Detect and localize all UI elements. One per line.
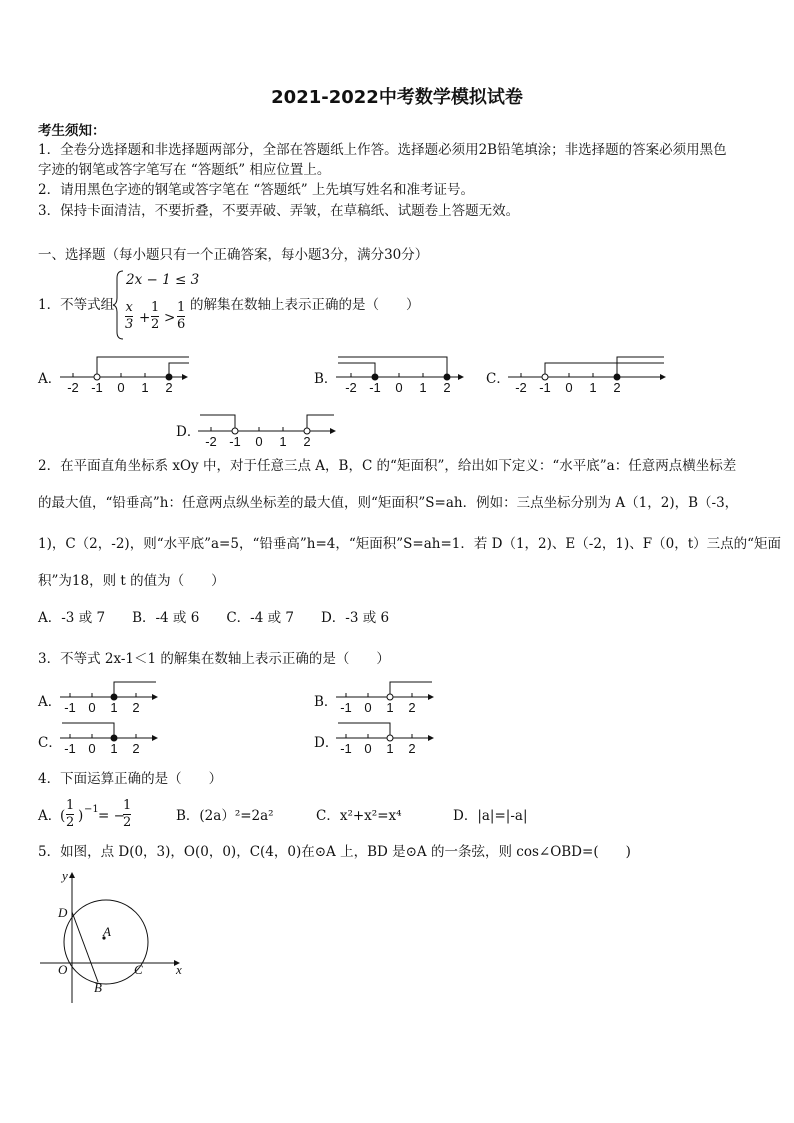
tick-label: 2 — [303, 434, 311, 449]
axis-arrow — [458, 374, 464, 380]
tick-label: 1 — [110, 741, 118, 756]
q2-line-1: 2．在平面直角坐标系 xOy 中，对于任意三点 A，B，C 的“矩面积”，给出如下定义：“水平底”a：任意两点横坐标差 — [38, 458, 737, 474]
q3-option-d-label: D． — [314, 735, 339, 751]
q1-frac-half: $\frac{1}{2}$ — [151, 300, 160, 332]
q3-option-c-label: C． — [38, 735, 62, 751]
hollow-dot — [387, 694, 393, 700]
hollow-dot — [232, 428, 238, 434]
solution-bracket — [617, 357, 664, 377]
solution-bracket — [97, 357, 189, 377]
label-b: B — [94, 980, 102, 995]
q1-ineq1: 2x − 1 ≤ 3 — [126, 272, 200, 288]
tick-label: 2 — [613, 380, 621, 395]
q4-frac-half: $\frac{1}{2}$ — [66, 798, 75, 830]
q4-close-paren: ) — [78, 808, 84, 824]
q1-option-b-label: B． — [314, 371, 338, 387]
solid-dot — [166, 374, 172, 380]
solid-dot — [111, 735, 117, 741]
tick-label: 0 — [364, 700, 372, 715]
exam-title: 2021-2022中考数学模拟试卷 — [271, 87, 523, 108]
hollow-dot — [94, 374, 100, 380]
solution-bracket — [390, 682, 432, 697]
q1-frac-sixth: $\frac{1}{6}$ — [177, 300, 186, 332]
solution-bracket — [114, 682, 156, 697]
tick-label: -2 — [67, 380, 79, 395]
tick-label: 1 — [386, 700, 394, 715]
tick-label: -1 — [340, 700, 352, 715]
q4-option-b: B．(2a）²=2a² — [176, 808, 274, 824]
solution-bracket — [338, 357, 447, 377]
tick-label: 0 — [364, 741, 372, 756]
axis-arrow — [330, 428, 336, 434]
label-o: O — [58, 962, 68, 977]
solution-bracket — [545, 363, 664, 377]
q4-open-paren: ( — [60, 808, 66, 824]
tick-label: -1 — [340, 741, 352, 756]
tick-label: 2 — [132, 741, 140, 756]
tick-label: -2 — [345, 380, 357, 395]
tick-label: 1 — [386, 741, 394, 756]
solid-dot — [614, 374, 620, 380]
q4-frac-rhs: $\frac{1}{2}$ — [123, 798, 132, 830]
label-a: A — [103, 924, 111, 939]
notice-line-1: 1．全卷分选择题和非选择题两部分，全部在答题纸上作答。选择题必须用2B铅笔填涂；非选择题的答案必须用黑色 — [38, 142, 727, 158]
axis-arrow — [152, 694, 158, 700]
q3-option-c-numberline — [60, 720, 160, 760]
tick-label: 1 — [419, 380, 427, 395]
q1-option-a-numberline — [60, 355, 190, 397]
tick-label: 2 — [408, 700, 416, 715]
label-d: D — [58, 905, 68, 920]
q1-option-a-label: A． — [38, 371, 62, 387]
tick-label: -1 — [539, 380, 551, 395]
q1-option-c-numberline — [508, 355, 668, 397]
y-axis-arrow — [69, 872, 75, 878]
tick-label: 2 — [408, 741, 416, 756]
q1-option-c-label: C． — [486, 371, 510, 387]
q3-option-d-numberline — [336, 720, 436, 760]
q2-choices: A．-3 或 7 B．-4 或 6 C．-4 或 7 D．-3 或 6 — [38, 610, 390, 626]
label-c: C — [134, 962, 143, 977]
hollow-dot — [304, 428, 310, 434]
tick-label: 1 — [141, 380, 149, 395]
q5-stem: 5．如图，点 D(0，3)，O(0，0)，C(4，0)在⊙A 上，BD 是⊙A 的一条弦，则 cos∠OBD=( ) — [38, 844, 631, 860]
tick-label: 2 — [443, 380, 451, 395]
q1-prefix: 1．不等式组 — [38, 297, 115, 313]
q2-line-4: 积”为18，则 t 的值为（ ） — [38, 573, 225, 589]
tick-label: 2 — [165, 380, 173, 395]
q2-line-3: 1)，C（2，-2)，则“水平底”a=5，“铅垂高”h=4，“矩面积”S=ah=1．若 D（1，2)、E（-2，1)、F（0，t）三点的“矩面 — [38, 536, 782, 552]
q4-equals-minus: = − — [98, 808, 125, 824]
solid-dot — [372, 374, 378, 380]
solution-bracket — [200, 415, 235, 431]
tick-label: 0 — [117, 380, 125, 395]
hollow-dot — [542, 374, 548, 380]
axis-arrow — [182, 374, 188, 380]
tick-label: -2 — [515, 380, 527, 395]
q1-frac-x3: $\frac{x}{3}$ — [125, 300, 134, 332]
tick-label: 1 — [279, 434, 287, 449]
solid-dot — [444, 374, 450, 380]
q2-line-2: 的最大值，“铅垂高”h：任意两点纵坐标差的最大值，则“矩面积”S=ah．例如：三点坐标分别为 A（1，2)，B（-3， — [38, 495, 739, 511]
q3-option-b-numberline — [336, 679, 436, 719]
tick-label: 0 — [88, 741, 96, 756]
label-x: x — [176, 962, 182, 977]
tick-label: 2 — [132, 700, 140, 715]
tick-label: -1 — [229, 434, 241, 449]
axis-arrow — [428, 694, 434, 700]
q1-gt: > — [164, 310, 176, 326]
tick-label: 1 — [589, 380, 597, 395]
tick-label: 0 — [565, 380, 573, 395]
tick-label: 0 — [395, 380, 403, 395]
tick-label: -1 — [64, 741, 76, 756]
q4-stem: 4．下面运算正确的是（ ） — [38, 771, 223, 787]
q1-plus: + — [139, 310, 151, 326]
axis-arrow — [660, 374, 666, 380]
q3-option-b-label: B． — [314, 694, 338, 710]
hollow-dot — [387, 735, 393, 741]
tick-label: 0 — [88, 700, 96, 715]
q3-option-a-numberline — [60, 679, 160, 719]
q1-option-d-numberline — [198, 409, 338, 451]
notice-heading: 考生须知： — [38, 123, 106, 139]
q4-option-c: C．x²+x²=x⁴ — [316, 808, 402, 824]
section-heading: 一、选择题（每小题只有一个正确答案，每小题3分，满分30分） — [38, 247, 429, 263]
q5-figure — [36, 868, 186, 1008]
q1-brace — [112, 270, 124, 340]
solution-bracket — [338, 363, 375, 377]
q1-option-d-label: D． — [176, 424, 201, 440]
q4-exponent: −1 — [84, 804, 99, 815]
q4-option-d: D．|a|=|-a| — [453, 808, 528, 824]
q3-stem: 3．不等式 2x-1＜1 的解集在数轴上表示正确的是（ ） — [38, 651, 390, 667]
q1-option-b-numberline — [336, 355, 466, 397]
tick-label: -1 — [64, 700, 76, 715]
solution-bracket — [307, 415, 334, 431]
tick-label: 1 — [110, 700, 118, 715]
q4-option-a-label: A． — [38, 808, 62, 824]
tick-label: -2 — [205, 434, 217, 449]
notice-line-4: 3．保持卡面清洁，不要折叠，不要弄破、弄皱，在草稿纸、试题卷上答题无效。 — [38, 203, 520, 219]
solid-dot — [111, 694, 117, 700]
notice-line-3: 2．请用黑色字迹的钢笔或答字笔在 “答题纸” 上先填写姓名和准考证号。 — [38, 182, 474, 198]
q1-suffix: 的解集在数轴上表示正确的是（ ） — [190, 297, 420, 313]
axis-arrow — [152, 735, 158, 741]
q3-option-a-label: A． — [38, 694, 62, 710]
tick-label: -1 — [91, 380, 103, 395]
tick-label: -1 — [369, 380, 381, 395]
notice-line-2: 字迹的钢笔或答字笔写在 “答题纸” 相应位置上。 — [38, 162, 331, 178]
axis-arrow — [428, 735, 434, 741]
tick-label: 0 — [255, 434, 263, 449]
label-y: y — [62, 868, 68, 883]
solution-bracket — [169, 363, 189, 377]
